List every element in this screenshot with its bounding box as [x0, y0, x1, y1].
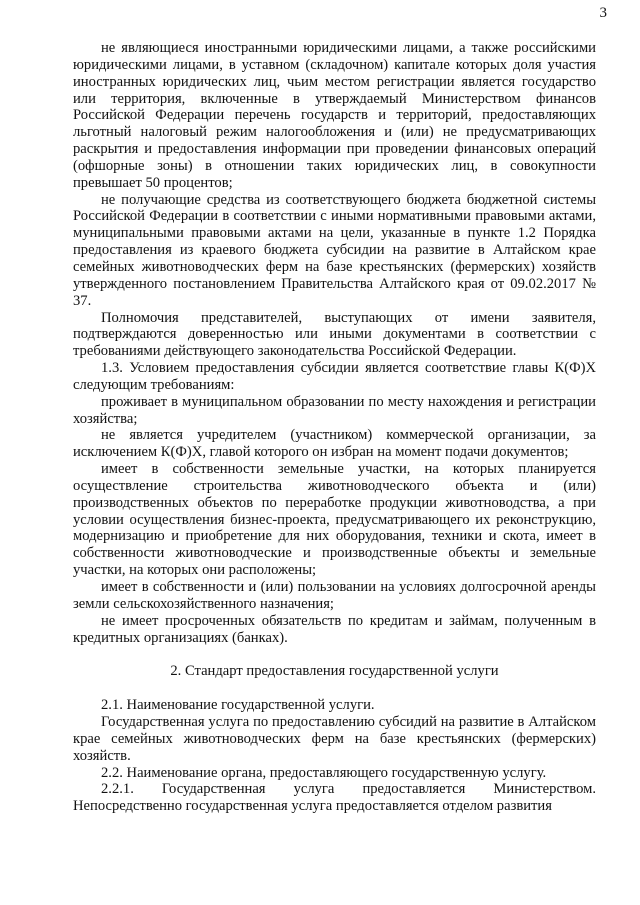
spacer	[73, 646, 596, 663]
paragraph: не получающие средства из соответствующего бюджета бюджетной системы Российской Федерации в соответствии с иными нормативными правовыми актами, муниципальными правовыми актами на цели, указанные в пункте 1.2 Порядка предоставления из краевого бюджета субсидии на развитие в Алтайском крае семейных животноводческих ферм на базе крестьянских (фермерских) хозяйств утвержденного постановлением Правительства Алтайского края от 09.02.2017 № 37.	[73, 191, 596, 309]
section-heading: 2. Стандарт предоставления государственной услуги	[170, 663, 499, 680]
paragraph: 2.2.1. Государственная услуга предоставляется Министерством. Непосредственно государственная услуга предоставляется отделом развития	[73, 781, 596, 815]
paragraph: не является учредителем (участником) коммерческой организации, за исключением К(Ф)Х, главой которого он избран на момент подачи документов;	[73, 427, 596, 461]
paragraph: не являющиеся иностранными юридическими лицами, а также российскими юридическими лицами, в уставном (складочном) капитале которых доля участия иностранных юридических лиц, чьим местом регистрации является государство или территория, включенные в утверждаемый Министерством финансов Российской Федерации перечень государств и территорий, предоставляющих льготный налоговый режим налогообложения и (или) не предусматривающих раскрытия и предоставления информации при проведении финансовых операций (офшорные зоны) в отношении таких юридических лиц, в совокупности превышает 50 процентов;	[73, 40, 596, 191]
paragraph: проживает в муниципальном образовании по месту нахождения и регистрации хозяйства;	[73, 393, 596, 427]
paragraph: 1.3. Условием предоставления субсидии является соответствие главы К(Ф)Х следующим требованиям:	[73, 360, 596, 393]
paragraph: не имеет просроченных обязательств по кредитам и займам, полученным в кредитных организациях (банках).	[73, 612, 596, 646]
paragraph: Государственная услуга по предоставлению субсидий на развитие в Алтайском крае семейных животноводческих ферм на базе крестьянских (фермерских) хозяйств.	[73, 714, 596, 764]
spacer	[73, 680, 596, 697]
paragraph: Полномочия представителей, выступающих от имени заявителя, подтверждаются доверенностью или иными документами в соответствии с требованиями действующего законодательства Российской Федерации.	[73, 309, 596, 360]
paragraph: 2.2. Наименование органа, предоставляющего государственную услугу.	[101, 764, 547, 781]
paragraph: имеет в собственности и (или) пользовании на условиях долгосрочной аренды земли сельскохозяйственного назначения;	[73, 579, 596, 612]
paragraph: 2.1. Наименование государственной услуги.	[101, 697, 375, 714]
document-body	[73, 40, 596, 815]
paragraph: имеет в собственности земельные участки, на которых планируется осуществление строительства животноводческого объекта и (или) производственных объектов по переработке продукции животноводства, а при условии осуществления бизнес-проекта, предусматривающего их реконструкцию, модернизацию и приобретение для них оборудования, техники и скота, имеет в собственности животноводческие и производственные объекты и земельные участки, на которых они расположены;	[73, 461, 596, 579]
page-number: 3	[599, 5, 607, 21]
